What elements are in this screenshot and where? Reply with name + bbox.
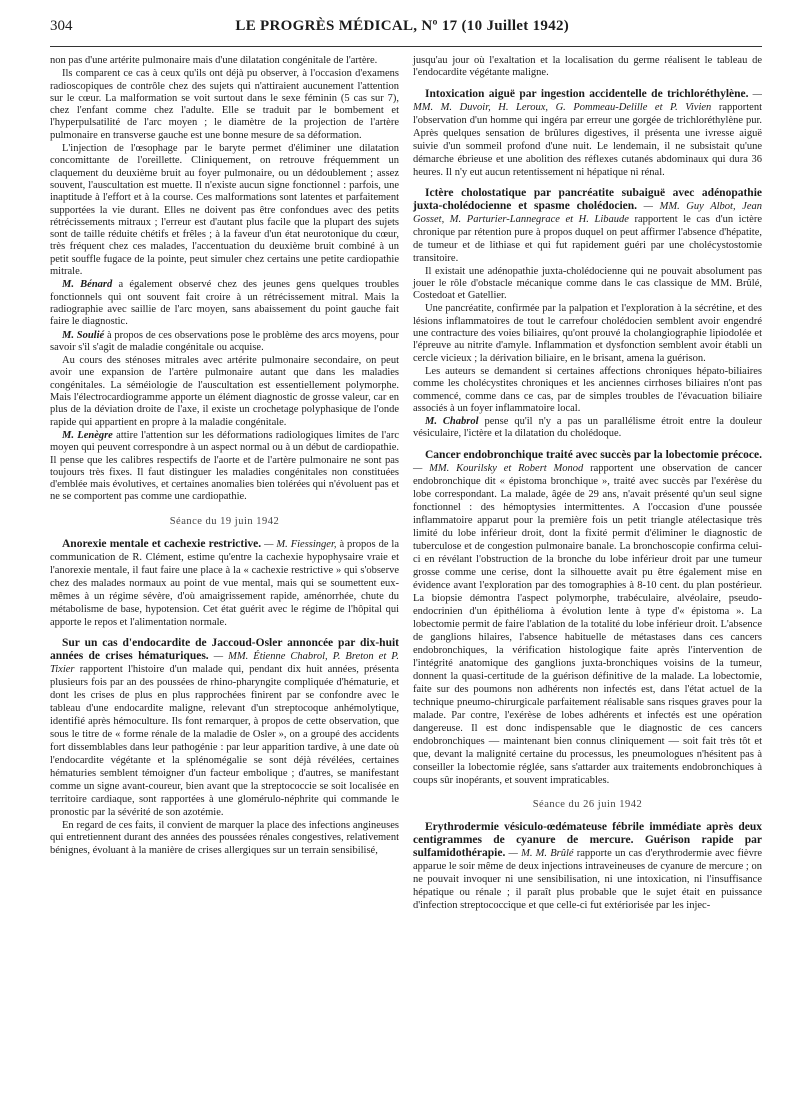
paragraph: Une pancréatite, confirmée par la palpation et l'exploration à la sécrétine, et des lésions inflammatoires de tout le carrefour cholédocien semblent avoir engendré une contracture des voies biliaires, qu'ont prouvé la cholangiographie lipiodolée et l'épreuve au nitrite d'amyle. Inflammation et dysfonction semblent avoir établi un cercle vicieux ; la dérivation biliaire, en le brisant, amena la guérison. — [413, 303, 762, 364]
heading-text: rapportent l'observation d'un homme qui ingéra par erreur une gorgée de trichloréthylène pur. Après quelques sensation de brûlures digestives, il présenta une ivresse aiguë suivie d'un sommeil profond d'une nuit. Le lendemain, il ne subsistait qu'une démarche ébrieuse et une abolition des réflexes cutanés abdominaux qui dura 36 heures. Il n'y eut aucun retentissement ni hépatique ni rénal. — [413, 101, 762, 178]
article-heading — [413, 821, 762, 912]
paragraph-text: pense qu'il n'y a pas un parallélisme étroit entre la douleur vésiculaire, l'ictère et la dilatation du cholédoque. — [413, 416, 762, 440]
article-heading — [413, 449, 762, 787]
right-column — [413, 55, 762, 913]
heading-title: Ictère cholostatique par pancréatite subaiguë avec adénopathie juxta-cholédocienne et spasme cholédocien. — [413, 186, 762, 212]
article-heading — [50, 637, 399, 819]
heading-text: rapportent une observation de cancer endobronchique dit « épistoma bronchique », traité avec succès par l'exérèse du lobe correspondant. La malade, âgée de 29 ans, n'avait présenté qu'un seul signe fonctionnel : des hémoptysies intermittentes. A l'occasion d'une poussée inflammatoire apparut pour la première fois un petit triangle atélectasique très limité du lobe inférieur droit, dont la fixité permit d'éliminer le diagnostic de tuberculose et de congestion pulmonaire banale. La bronchoscopie confirma celui-ci en révélant l'obstruction de la bronche du lobe inférieur droit par une tumeur grosse comme une cerise, dont la silhouette avait pu être également mise en évidence avant l'exploration par des tomographies à 8-10 cent. du plan postérieur. La biopsie démontra l'aspect polymorphe, trabéculaire, alvéolaire, pseudo-endocrinien d'un épithélioma à évolution lente à type d'« épistoma ». La lobectomie permit de faire l'ablation de la totalité du lobe inférieur droit. L'absence de ganglions hilaires, l'absence habituelle de métastases dans ces cancers endobronchiques, la vérification histologique faite après l'intervention de l'intégrité anatomique des ganglions juxta-bronchiques voisins de la tumeur, donnent la quasi-certitude de la guérison définitive de la malade. La lobectomie, faite sur des poumons non adhérents non infectés est, dans l'état actuel de la technique pneumo-chirurgicale parfaitement réalisable sans risques graves pour la malade. Par contre, l'exérèse de lobes adhérents et infectés est une opération dangereuse. Il est donc indispensable que le diagnostic de ces cancers endobronchiques — maintenant bien connus cliniquement — soit fait très tôt et que, devant la malignité certaine du processus, les pneumologues n'hésitent pas à conseiller la lobectomie réglée, sans s'attarder aux traitements endobronchiques à coups sûr inopérants, et souvent impraticables. — [413, 462, 762, 786]
paragraph: Les auteurs se demandent si certaines affections chroniques hépato-biliaires comme les cholécystites chroniques et les anciennes cirrhoses biliaires n'ont pas commencé, comme dans ce cas, par de simples troubles de l'évacuation biliaire associés à un foyer inflammatoire local. — [413, 365, 762, 414]
session-date: Séance du 26 juin 1942 — [532, 798, 643, 810]
page-number: 304 — [50, 18, 73, 34]
header-rule — [50, 46, 762, 47]
heading-authors: — MM. Étienne Chabrol, P. Breton et P. Tixier — [50, 650, 399, 675]
paragraph-text: a également observé chez des jeunes gens quelques troubles fonctionnels qui ont souvent fait croire à un rétrécissement mitral. Mais la radiographie avec saillie de l'arc moyen, sans abaissement du point gauche fait faire le diagnostic. — [50, 279, 399, 328]
article-heading — [413, 187, 762, 265]
heading-title: Intoxication aiguë par ingestion accidentelle de trichloréthylène. — [425, 87, 749, 100]
speaker-name: M. Soulié — [62, 329, 105, 341]
paragraph: jusqu'au jour où l'exaltation et la localisation du germe réalisent le tableau de l'endocardite végétante maligne. — [413, 55, 762, 79]
heading-title: Cancer endobronchique traité avec succès par la lobectomie précoce. — [425, 448, 762, 461]
heading-title: Erythrodermie vésiculo-œdémateuse fébrile immédiate après deux centigrammes de cyanure de mercure. Guérison rapide par sulfamidothérapie. — [413, 821, 762, 860]
paragraph: Ils comparent ce cas à ceux qu'ils ont déjà pu observer, à l'occasion d'examens radioscopiques de contrôle chez des sujets qui n'attiraient aucunement l'attention sur le cœur. La malformation se voit surtout dans le sexe féminin (5 cas sur 7), chez l'enfant comme chez l'adulte. Elle se traduit par le bombement et l'hyperpulsatilité de l'arc moyen ; le diamètre de la projection de l'artère pulmonaire en transverse gauche est une bonne mesure de sa déformation. — [50, 68, 399, 141]
paragraph: Au cours des sténoses mitrales avec artérite pulmonaire secondaire, on peut avoir une expansion de l'artère pulmonaire autant que dans les maladies congénitales. La séméiologie de l'auscultation est essentiellement polymorphe. Mais l'électrocardiogramme apporte un élément diagnostic de grosse valeur, car en plus de la déviation droite de l'axe, il existe un crochetage polyphasique de l'onde rapide qui appartient en propre à la maladie congénitale. — [50, 355, 399, 428]
article-heading — [50, 538, 399, 629]
article-heading — [413, 88, 762, 179]
running-header — [50, 18, 762, 40]
heading-text: à propos de la communication de R. Clément, estime qu'entre la cachexie hypophysaire vraie et l'anorexie mentale, il faut faire une place à la « cachexie restrictive » qui s'observe chez des malades normaux au point de vue mental, mais qui se soumettent eux-mêmes à un régime sévère, d'où amaigrissement rapide, aménorrhée, chute du métabolisme de base, hypotension. Cet état guérit avec le régime de l'hôpital qui apporte le repos et l'alimentation normale. — [50, 538, 400, 628]
paragraph: non pas d'une artérite pulmonaire mais d'une dilatation congénitale de l'artère. — [50, 55, 378, 66]
heading-authors: — MM. Guy Albot, Jean Gosset, M. Parturier-Lannegrace et H. Libaude — [413, 200, 763, 225]
speaker-name: M. Bénard — [62, 279, 113, 291]
paragraph: Il existait une adénopathie juxta-cholédocienne qui ne pouvait absolument pas jouer le rôle d'obstacle mécanique comme dans le cas classique de MM. Brûlé, Costedoat et Gatellier. — [413, 265, 762, 302]
heading-title: Sur un cas d'endocardite de Jaccoud-Osler annoncée par dix-huit années de crises hématuriques. — [50, 636, 399, 662]
heading-text: rapportent le cas d'un ictère chronique par rétention pure à propos duquel on peut affirmer l'absence d'hépatite, de tumeur et de lithiase et qui fut rapidement guéri par une cholécystostomie transitoire. — [413, 213, 762, 264]
paragraph — [50, 279, 399, 328]
paragraph: L'injection de l'œsophage par le baryte permet d'éliminer une dilatation concomittante de l'oreillette. Cliniquement, on retrouve fréquemment un claquement du deuxième bruit au foyer pulmonaire, ou un dédoublement ; assez souvent, l'auscultation est muette. Il n'existe aucun signe fonctionnel : parfois, une inaptitude à l'effort et à la course. Ces malformations sont latentes et parfaitement supportées la vie durant. Elles ne doivent pas être confondues avec des petits rétrécissements mitraux ; l'erreur est d'autant plus facile que la plupart des sujets sont de taille réduite chétifs et frêles ; à la faveur d'un état neurotonique du cœur, très fréquent chez ces malades, l'accentuation du deuxième bruit combiné à un petit souffle fugace de la pointe, peut simuler chez certains une petite cardiopathie mitrale. — [50, 143, 399, 278]
columns — [50, 55, 762, 913]
heading-text: rapportent l'histoire d'un malade qui, pendant dix huit années, présenta plusieurs fois par an des poussées de rhino-pharyngite compliquée d'hématurie, et dont les crises de plus en plus rapprochées finirent par se confondre avec le tableau d'une endocardite maligne, relevant d'un streptocoque anhémolytique, identifié après hémoculture. Ils font remarquer, à propos de cette observation, que sous le titre de « forme rénale de la maladie de Osler », on a groupé des accidents fort dissemblables dans leur pathogénie : par leur apparition tardive, à une date où l'endocardite végétante et la splénomégalie se sont déjà révélées, certaines hématuries semblent témoigner d'un facteur embolique ; d'autres, se manifestant comme un signe avant-coureur, bien avant que la streptococcie se soit localisée en territoire cardiaque, sont rapportées à une glomérulo-néphrite qui commande le pronostic par la sévérité de son azotémie. — [50, 663, 399, 818]
paragraph — [50, 430, 399, 504]
heading-authors: — MM. M. Duvoir, H. Leroux, G. Pommeau-Delille et P. Vivien — [413, 88, 762, 113]
paragraph-text: attire l'attention sur les déformations radiologiques limites de l'arc moyen qui peuvent correspondre à un aspect normal ou à un début de cardiopathie. Il pense que les calibres respectifs de l'aorte et de l'artère pulmonaire ne sont pas toujours très fixes. Il faut distinguer les maladies congénitales non constituées d'emblée mais évolutives, et certaines anomalies bien tolérées qui n'évoluent pas et ne se comportent pas comme une cardiopathie. — [50, 429, 399, 503]
paragraph-text: à propos de ces observations pose le problème des arcs moyens, pour savoir s'il s'agit de maladie congénitale ou acquise. — [50, 329, 400, 353]
left-column — [50, 55, 399, 913]
paragraph: En regard de ces faits, il convient de marquer la place des infections angineuses qui entretiennent durant des années des poussées rénales congestives, relativement bénignes, évoluant à la manière de crises allergiques sur un terrain sensibilisé, — [50, 819, 399, 856]
heading-authors: — M. Fiessinger, — [261, 538, 337, 550]
heading-text: rapporte un cas d'erythrodermie avec fièvre apparue le soir même de deux injections intraveineuses de cyanure de mercure ; on ne pouvait invoquer ni une sensibilisation, ni une intoxication, ni l'insuffisance hépatique ou rénale ; il paraît plus probable que le sujet était en puissance d'infection streptococcique et que celle-ci fut extériorisée par les injec- — [413, 848, 762, 912]
heading-authors: — M. M. Brûlé — [505, 848, 574, 860]
journal-title: LE PROGRÈS MÉDICAL, Nº 17 (10 Juillet 1942) — [235, 18, 570, 34]
heading-authors: — MM. Kourilsky et Robert Monod — [413, 462, 584, 474]
speaker-name: M. Lenègre — [62, 429, 113, 441]
heading-title: Anorexie mentale et cachexie restrictive. — [62, 537, 262, 550]
speaker-name: M. Chabrol — [425, 416, 479, 428]
paragraph — [413, 416, 762, 441]
paragraph — [50, 330, 399, 355]
session-date: Séance du 19 juin 1942 — [169, 515, 280, 527]
